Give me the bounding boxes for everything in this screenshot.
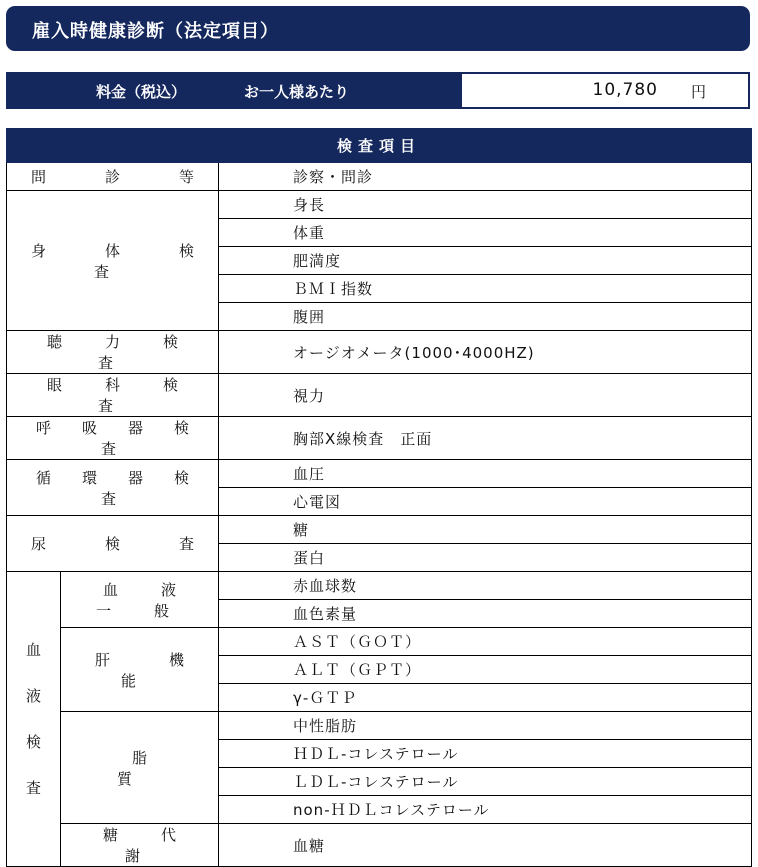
category-cell: 身 体 検 査 [7, 191, 219, 331]
category-cell: 眼 科 検 査 [7, 374, 219, 417]
item-cell: ＢＭＩ指数 [219, 275, 752, 303]
table-row [7, 163, 752, 191]
item-cell: 腹囲 [219, 303, 752, 331]
price-row [6, 72, 750, 109]
page-title: 雇入時健康診断（法定項目） [32, 21, 279, 42]
item-cell: 診察・問診 [219, 163, 752, 191]
item-cell: ＡＳＴ（ＧＯＴ） [219, 628, 752, 656]
item-cell: ＬＤＬ-コレステロール [219, 768, 752, 796]
item-cell: 糖 [219, 516, 752, 544]
subcategory-cell: 脂 質 [61, 712, 219, 824]
blood-test-category: 血 液 検 査 [7, 572, 61, 867]
table-row [7, 417, 752, 460]
category-cell: 呼 吸 器 検 査 [7, 417, 219, 460]
item-cell: non-ＨＤＬコレステロール [219, 796, 752, 824]
price-per-person: お一人様あたり [244, 83, 350, 101]
item-cell: 胸部X線検査 正面 [219, 417, 752, 460]
category-cell: 聴 力 検 査 [7, 331, 219, 374]
table-row [7, 824, 752, 867]
item-cell: 血色素量 [219, 600, 752, 628]
subcategory-cell: 糖 代 謝 [61, 824, 219, 867]
item-cell: 赤血球数 [219, 572, 752, 600]
table-row [7, 331, 752, 374]
table-row [7, 516, 752, 544]
price-value: 10,780 [592, 80, 658, 100]
price-label-area [8, 74, 462, 107]
table-header: 検査項目 [7, 129, 752, 163]
category-cell: 問 診 等 [7, 163, 219, 191]
item-cell: 血圧 [219, 460, 752, 488]
item-cell: γ-ＧＴＰ [219, 684, 752, 712]
exam-items-table [6, 128, 752, 867]
item-cell: オージオメータ(1000･4000HZ) [219, 331, 752, 374]
table-row [7, 191, 752, 219]
title-bar [6, 6, 750, 51]
price-label: 料金（税込） [96, 83, 187, 101]
item-cell: 血糖 [219, 824, 752, 867]
table-row [7, 460, 752, 488]
price-unit: 円 [690, 83, 706, 101]
item-cell: 蛋白 [219, 544, 752, 572]
item-cell: ＨＤＬ-コレステロール [219, 740, 752, 768]
table-row [7, 712, 752, 740]
table-row [7, 374, 752, 417]
item-cell: 心電図 [219, 488, 752, 516]
table-row [7, 628, 752, 656]
table-row [7, 572, 752, 600]
item-cell: 体重 [219, 219, 752, 247]
item-cell: ＡＬＴ（ＧＰＴ） [219, 656, 752, 684]
category-cell: 循 環 器 検 査 [7, 460, 219, 516]
subcategory-cell: 血 液 一 般 [61, 572, 219, 628]
item-cell: 視力 [219, 374, 752, 417]
category-cell: 尿 検 査 [7, 516, 219, 572]
subcategory-cell: 肝 機 能 [61, 628, 219, 712]
item-cell: 肥満度 [219, 247, 752, 275]
item-cell: 身長 [219, 191, 752, 219]
item-cell: 中性脂肪 [219, 712, 752, 740]
